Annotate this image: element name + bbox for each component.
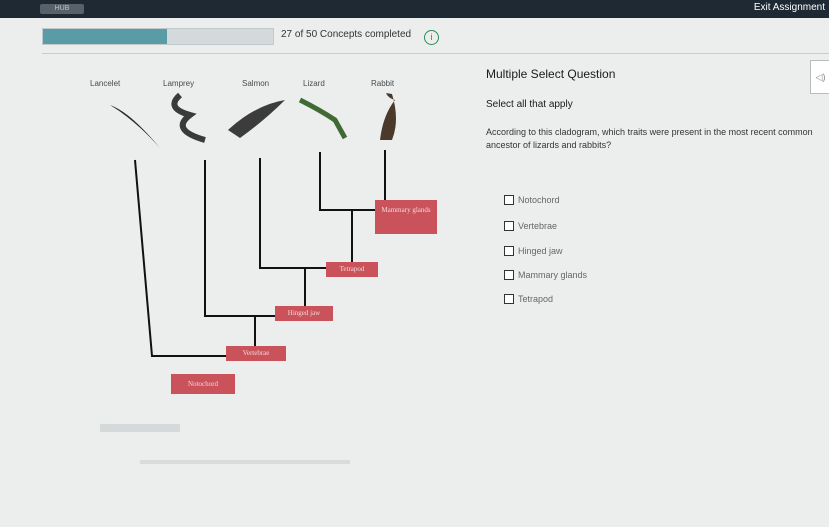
option-tetrapod[interactable]: Tetrapod [518,294,553,304]
info-icon[interactable]: i [424,30,439,45]
option-notochord[interactable]: Notochord [518,195,560,205]
question-type: Multiple Select Question [486,67,616,81]
trait-notochord: Notochord [171,374,235,394]
option-mammary-glands[interactable]: Mammary glands [518,270,587,280]
option-hinged-jaw[interactable]: Hinged jaw [518,246,563,256]
checkbox[interactable] [504,294,514,304]
taxon-lizard: Lizard [303,79,325,88]
blurred-area [100,424,180,432]
salmon-image [228,100,285,138]
lancelet-image [110,105,160,148]
checkbox[interactable] [504,246,514,256]
taxon-lamprey: Lamprey [163,79,195,88]
taxon-salmon: Salmon [242,79,270,88]
rabbit-image [380,93,396,140]
lizard-image [300,100,345,138]
question-instruction: Select all that apply [486,99,573,110]
option-vertebrae[interactable]: Vertebrae [518,221,557,231]
trait-mammary-glands: Mammary glands [375,200,437,234]
blurred-area [140,460,350,464]
trait-tetrapod: Tetrapod [326,262,378,277]
exit-assignment-button[interactable]: Exit Assignment [753,2,825,13]
trait-hinged-jaw: Hinged jaw [275,306,333,321]
app-logo: HUB [40,4,84,14]
taxon-rabbit: Rabbit [371,79,395,88]
question-text: According to this cladogram, which traits were present in the most recent common ancestor of lizards and rabbits? [486,127,813,150]
lamprey-image [174,95,205,140]
speaker-icon[interactable]: ◁) [810,60,829,94]
trait-vertebrae: Vertebrae [226,346,286,361]
taxon-lancelet: Lancelet [90,79,121,88]
progress-text: 27 of 50 Concepts completed [281,29,412,40]
checkbox[interactable] [504,221,514,231]
checkbox[interactable] [504,270,514,280]
checkbox[interactable] [504,195,514,205]
